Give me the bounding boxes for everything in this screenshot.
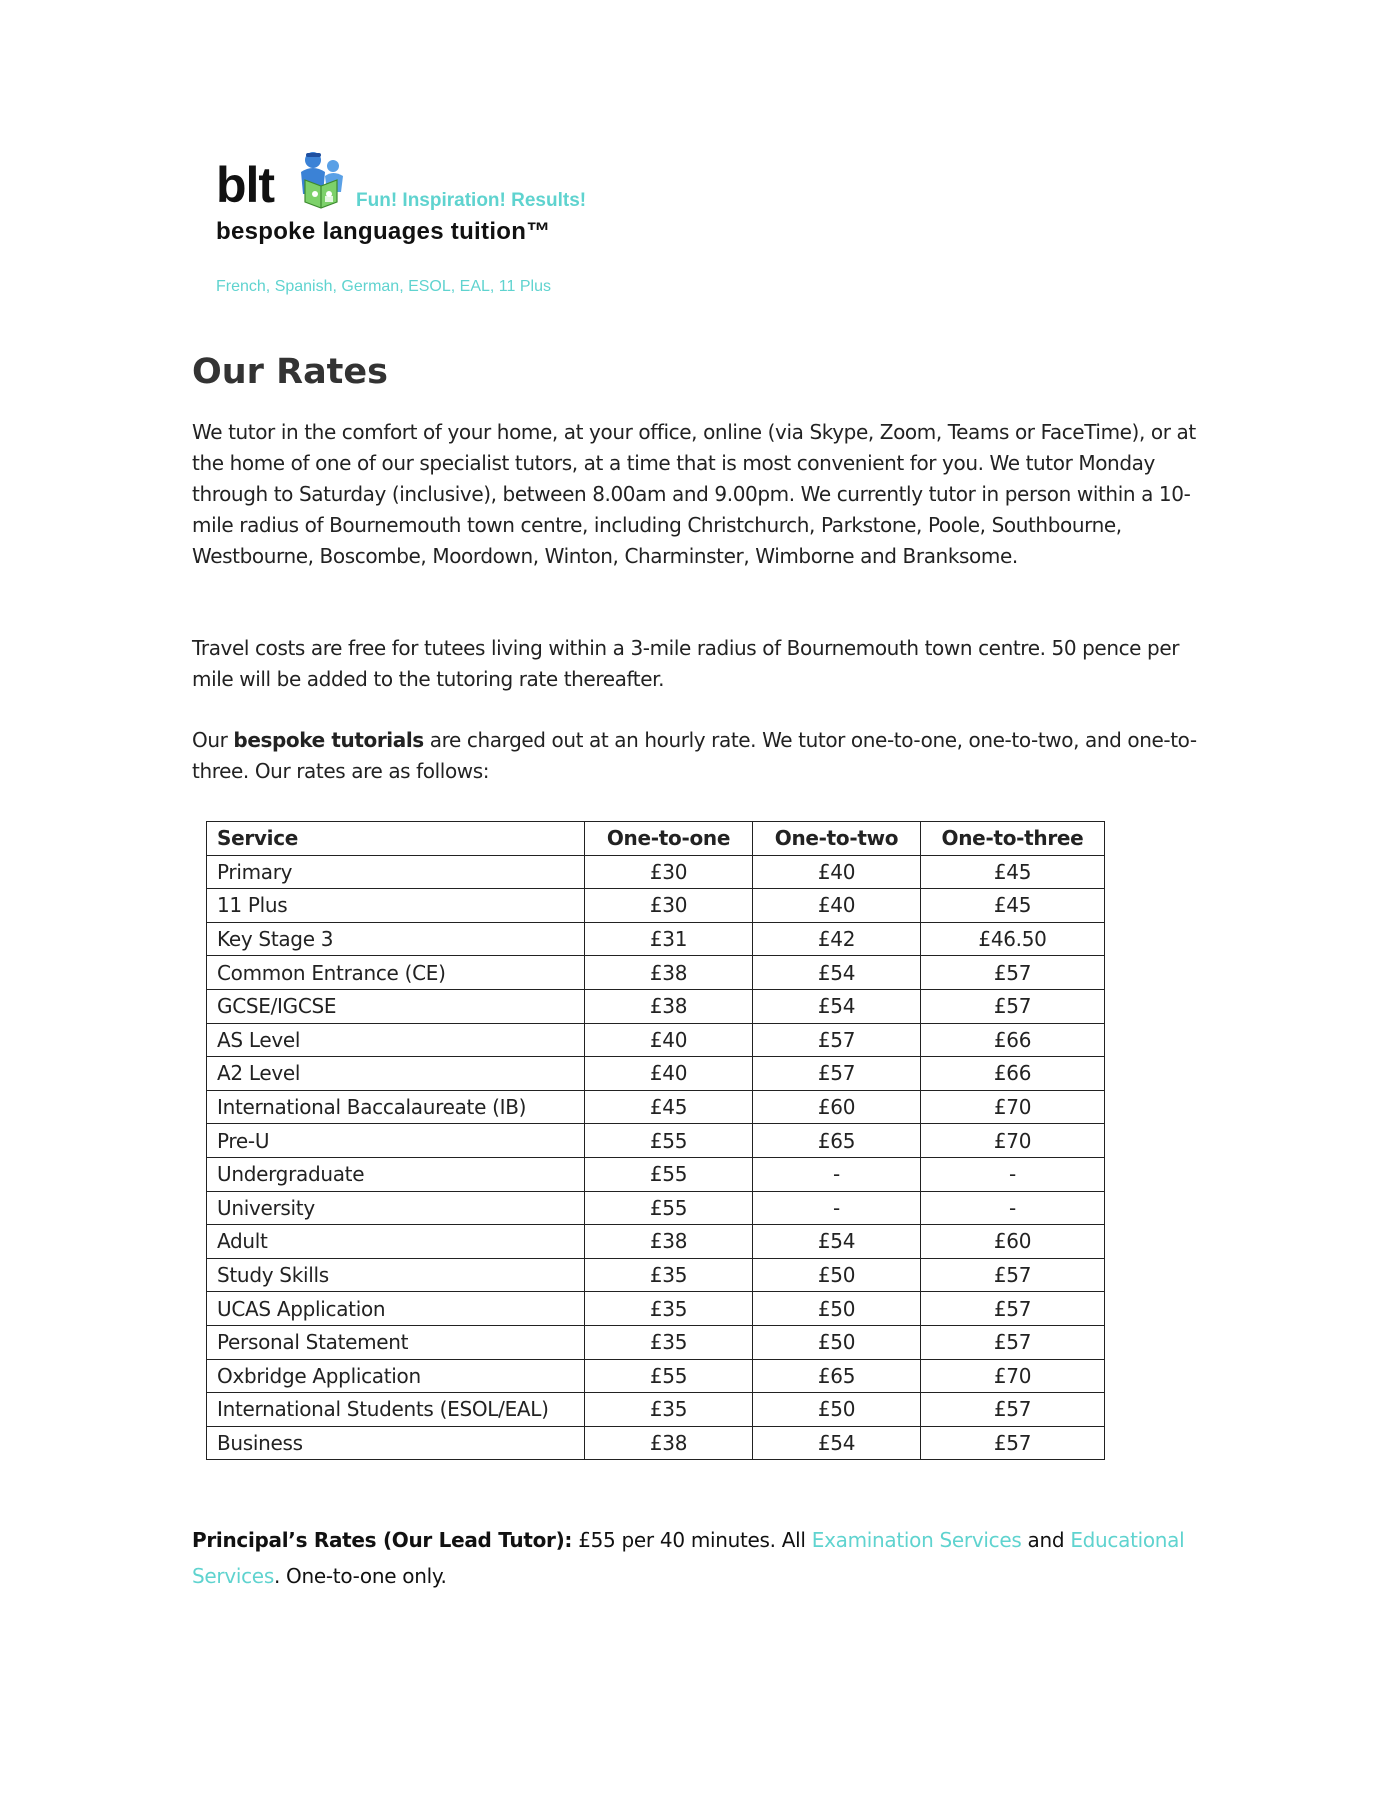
cell-one-to-one: £55 bbox=[585, 1191, 753, 1225]
cell-one-to-one: £35 bbox=[585, 1258, 753, 1292]
cell-one-to-three: £57 bbox=[921, 989, 1105, 1023]
table-row bbox=[207, 1258, 1105, 1292]
brand-name: bespoke languages tuition™ bbox=[216, 218, 551, 245]
table-row bbox=[207, 1191, 1105, 1225]
cell-one-to-three: £70 bbox=[921, 1124, 1105, 1158]
cell-one-to-three: £70 bbox=[921, 1359, 1105, 1393]
table-row bbox=[207, 922, 1105, 956]
cell-one-to-one: £55 bbox=[585, 1124, 753, 1158]
cell-one-to-one: £40 bbox=[585, 1057, 753, 1091]
cell-one-to-one: £38 bbox=[585, 1225, 753, 1259]
tutorials-prefix: Our bbox=[192, 728, 234, 752]
cell-one-to-three: £45 bbox=[921, 889, 1105, 923]
cell-one-to-two: £42 bbox=[753, 922, 921, 956]
cell-one-to-two: £57 bbox=[753, 1023, 921, 1057]
cell-one-to-two: £40 bbox=[753, 889, 921, 923]
header-one-to-two: One-to-two bbox=[753, 822, 921, 856]
tutorials-bold: bespoke tutorials bbox=[233, 728, 424, 752]
table-row bbox=[207, 1225, 1105, 1259]
cell-service: 11 Plus bbox=[207, 889, 585, 923]
cell-one-to-two: £40 bbox=[753, 855, 921, 889]
principal-text-1: £55 per 40 minutes. All bbox=[572, 1528, 812, 1552]
table-header-row bbox=[207, 822, 1105, 856]
cell-one-to-three: £57 bbox=[921, 1393, 1105, 1427]
cell-service: Pre-U bbox=[207, 1124, 585, 1158]
cell-one-to-one: £55 bbox=[585, 1157, 753, 1191]
cell-service: Undergraduate bbox=[207, 1157, 585, 1191]
table-row bbox=[207, 1057, 1105, 1091]
cell-one-to-one: £35 bbox=[585, 1325, 753, 1359]
table-row bbox=[207, 989, 1105, 1023]
cell-one-to-two: £54 bbox=[753, 989, 921, 1023]
header-one-to-three: One-to-three bbox=[921, 822, 1105, 856]
cell-service: International Students (ESOL/EAL) bbox=[207, 1393, 585, 1427]
table-row bbox=[207, 1426, 1105, 1460]
cell-one-to-one: £35 bbox=[585, 1292, 753, 1326]
table-row bbox=[207, 855, 1105, 889]
table-row bbox=[207, 1157, 1105, 1191]
cell-service: University bbox=[207, 1191, 585, 1225]
cell-service: UCAS Application bbox=[207, 1292, 585, 1326]
tagline: Fun! Inspiration! Results! bbox=[356, 190, 587, 211]
educational-services-link[interactable]: Educational Services bbox=[192, 1528, 1185, 1588]
cell-one-to-two: £65 bbox=[753, 1359, 921, 1393]
header-service: Service bbox=[207, 822, 585, 856]
cell-one-to-two: £60 bbox=[753, 1090, 921, 1124]
cell-service: International Baccalaureate (IB) bbox=[207, 1090, 585, 1124]
cell-one-to-one: £45 bbox=[585, 1090, 753, 1124]
cell-service: AS Level bbox=[207, 1023, 585, 1057]
cell-service: Business bbox=[207, 1426, 585, 1460]
cell-one-to-three: £57 bbox=[921, 1325, 1105, 1359]
cell-one-to-one: £38 bbox=[585, 989, 753, 1023]
cell-one-to-two: £54 bbox=[753, 1426, 921, 1460]
rates-table-body bbox=[207, 855, 1105, 1460]
logo-header bbox=[216, 150, 816, 220]
cell-one-to-three: - bbox=[921, 1157, 1105, 1191]
cell-one-to-three: £57 bbox=[921, 1426, 1105, 1460]
cell-one-to-three: £60 bbox=[921, 1225, 1105, 1259]
table-row bbox=[207, 1393, 1105, 1427]
cell-one-to-one: £40 bbox=[585, 1023, 753, 1057]
cell-service: Study Skills bbox=[207, 1258, 585, 1292]
table-row bbox=[207, 1325, 1105, 1359]
cell-one-to-one: £31 bbox=[585, 922, 753, 956]
cell-one-to-two: £50 bbox=[753, 1325, 921, 1359]
cell-one-to-three: £45 bbox=[921, 855, 1105, 889]
cell-one-to-three: £66 bbox=[921, 1057, 1105, 1091]
cell-one-to-three: £57 bbox=[921, 1258, 1105, 1292]
cell-one-to-one: £38 bbox=[585, 1426, 753, 1460]
examination-services-link[interactable]: Examination Services bbox=[811, 1528, 1022, 1552]
cell-one-to-three: £57 bbox=[921, 1292, 1105, 1326]
cell-one-to-two: - bbox=[753, 1191, 921, 1225]
cell-one-to-one: £55 bbox=[585, 1359, 753, 1393]
cell-one-to-two: £50 bbox=[753, 1258, 921, 1292]
table-row bbox=[207, 1090, 1105, 1124]
table-row bbox=[207, 889, 1105, 923]
table-row bbox=[207, 956, 1105, 990]
cell-service: Oxbridge Application bbox=[207, 1359, 585, 1393]
tutorials-paragraph bbox=[192, 725, 1222, 787]
principal-label: Principal’s Rates (Our Lead Tutor): bbox=[192, 1528, 573, 1552]
cell-service: GCSE/IGCSE bbox=[207, 989, 585, 1023]
table-row bbox=[207, 1023, 1105, 1057]
table-row bbox=[207, 1124, 1105, 1158]
principal-text-2: and bbox=[1021, 1528, 1071, 1552]
cell-one-to-one: £30 bbox=[585, 855, 753, 889]
cell-one-to-two: £65 bbox=[753, 1124, 921, 1158]
header-one-to-one: One-to-one bbox=[585, 822, 753, 856]
cell-one-to-one: £30 bbox=[585, 889, 753, 923]
cell-service: A2 Level bbox=[207, 1057, 585, 1091]
table-row bbox=[207, 1292, 1105, 1326]
principal-text-3: . One-to-one only. bbox=[273, 1564, 447, 1588]
cell-one-to-two: £54 bbox=[753, 1225, 921, 1259]
tutorials-suffix: are charged out at an hourly rate. We tutor one-to-one, one-to-two, and one-to-three. Our rates are as follows: bbox=[192, 728, 1197, 783]
cell-one-to-three: £57 bbox=[921, 956, 1105, 990]
cell-service: Adult bbox=[207, 1225, 585, 1259]
cell-one-to-two: £57 bbox=[753, 1057, 921, 1091]
subjects-line: French, Spanish, German, ESOL, EAL, 11 Plus bbox=[216, 278, 551, 295]
cell-one-to-two: £50 bbox=[753, 1393, 921, 1427]
travel-costs-paragraph: Travel costs are free for tutees living within a 3-mile radius of Bournemouth town centre. 50 pence per mile will be added to the tutoring rate thereafter. bbox=[192, 636, 1180, 691]
cell-one-to-two: - bbox=[753, 1157, 921, 1191]
cell-one-to-three: £70 bbox=[921, 1090, 1105, 1124]
cell-service: Key Stage 3 bbox=[207, 922, 585, 956]
cell-one-to-three: £46.50 bbox=[921, 922, 1105, 956]
cell-one-to-two: £50 bbox=[753, 1292, 921, 1326]
table-row bbox=[207, 1359, 1105, 1393]
cell-service: Common Entrance (CE) bbox=[207, 956, 585, 990]
cell-one-to-one: £38 bbox=[585, 956, 753, 990]
rates-table bbox=[206, 821, 1105, 1460]
cell-one-to-two: £54 bbox=[753, 956, 921, 990]
cell-one-to-three: £66 bbox=[921, 1023, 1105, 1057]
cell-service: Personal Statement bbox=[207, 1325, 585, 1359]
children-reading-mascot-icon bbox=[291, 150, 351, 210]
page-title: Our Rates bbox=[192, 352, 388, 392]
logo-text: blt bbox=[216, 157, 275, 213]
cell-one-to-three: - bbox=[921, 1191, 1105, 1225]
intro-paragraph: We tutor in the comfort of your home, at your office, online (via Skype, Zoom, Teams or FaceTime), or at the home of one of our specialist tutors, at a time that is most convenient for you. We tutor Monday through to Saturday (inclusive), between 8.00am and 9.00pm. We currently tutor in person within a 10-mile radius of Bournemouth town centre, including Christchurch, Parkstone, Poole, Southbourne, Westbourne, Boscombe, Moordown, Winton, Charminster, Wimborne and Branksome. bbox=[192, 420, 1196, 568]
principal-rates bbox=[192, 1522, 1222, 1594]
cell-one-to-one: £35 bbox=[585, 1393, 753, 1427]
cell-service: Primary bbox=[207, 855, 585, 889]
